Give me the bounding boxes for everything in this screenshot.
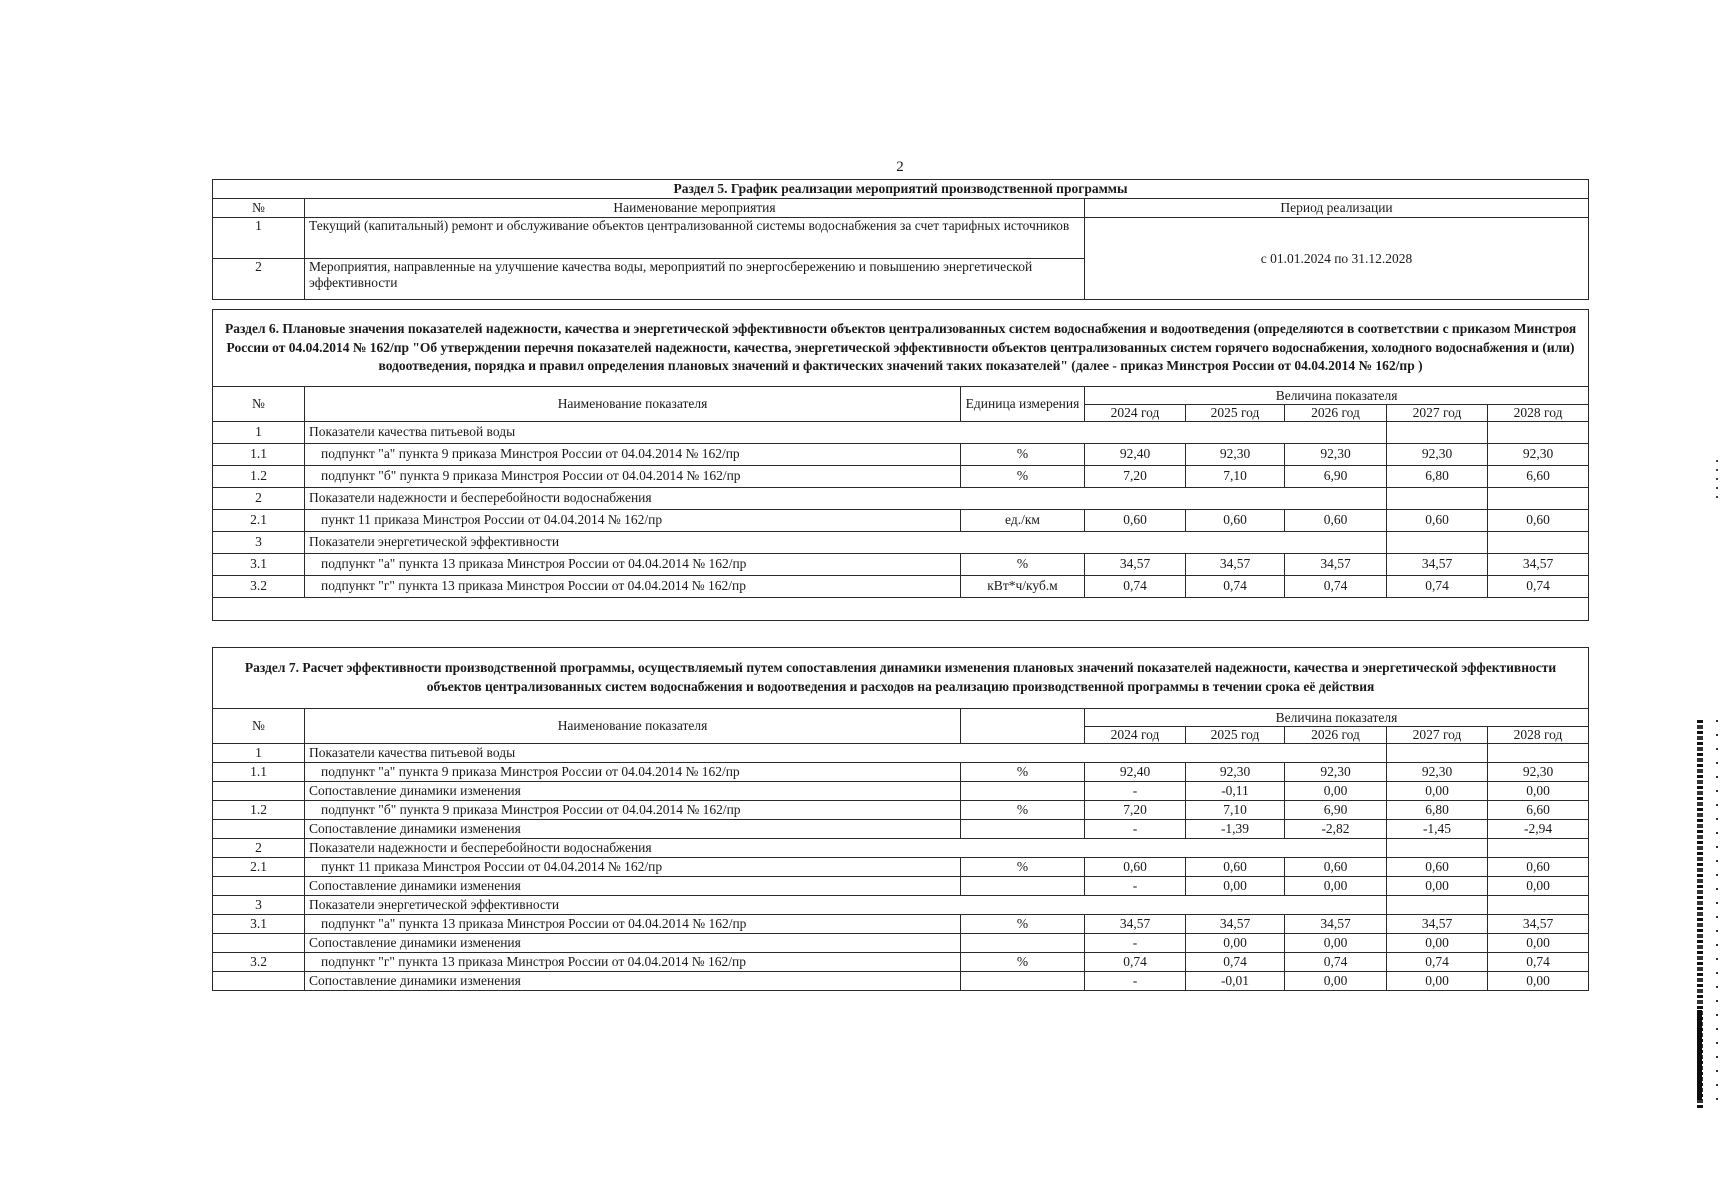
section7-table-row [213,971,1589,990]
section7-unit: % [961,952,1085,971]
section5-row-name: Мероприятия, направленные на улучшение качества воды, мероприятий по энергосбережению и повышению энергетической эффективности [305,259,1085,300]
section6-empty-cell [1387,421,1488,443]
section6-unit: % [961,443,1085,465]
section6-table [212,309,1589,621]
section7-value-cell: 6,80 [1387,800,1488,819]
section7-value-cell: 7,20 [1085,800,1186,819]
section6-value-cell: 6,90 [1285,465,1387,487]
section7-value-cell: 0,00 [1488,933,1589,952]
section7-value-cell: 92,30 [1285,762,1387,781]
scan-artifact [1716,720,1718,1100]
section7-table-row [213,800,1589,819]
section5-row-num: 1 [213,218,305,259]
section7-unit: % [961,857,1085,876]
section7-header-name: Наименование показателя [305,709,961,744]
section7-value-cell: 0,00 [1488,781,1589,800]
section7-table-row [213,857,1589,876]
section7-header-num: № [213,709,305,744]
section7-empty-cell [1488,895,1589,914]
section7-indicator-name: подпункт "б" пункта 9 приказа Минстроя России от 04.04.2014 № 162/пр [305,800,961,819]
section6-value-cell: 34,57 [1085,553,1186,575]
section6-value-cell: 0,60 [1387,509,1488,531]
section6-header-year: 2027 год [1387,405,1488,422]
section6-value-cell: 6,80 [1387,465,1488,487]
section6-empty-cell [1488,487,1589,509]
section7-empty-cell [1488,838,1589,857]
section6-header-year: 2024 год [1085,405,1186,422]
section7-empty-cell [1387,838,1488,857]
section6-indicator-name: пункт 11 приказа Минстроя России от 04.04.2014 № 162/пр [305,509,961,531]
section7-value-cell: 0,00 [1387,781,1488,800]
section7-row-num: 2.1 [213,857,305,876]
section7-value-cell: 0,00 [1285,933,1387,952]
section6-value-cell: 0,60 [1488,509,1589,531]
section6-value-cell: 34,57 [1285,553,1387,575]
section7-row-num [213,781,305,800]
section7-table-row [213,781,1589,800]
section6-indicator-name: подпункт "а" пункта 9 приказа Минстроя России от 04.04.2014 № 162/пр [305,443,961,465]
section6-indicator-name: подпункт "б" пункта 9 приказа Минстроя России от 04.04.2014 № 162/пр [305,465,961,487]
section7-value-cell: 0,00 [1285,971,1387,990]
section7-group-name: Показатели качества питьевой воды [305,743,1387,762]
section6-header-num: № [213,387,305,422]
section5-title: Раздел 5. График реализации мероприятий производственной программы [213,180,1589,199]
section7-group-name: Показатели энергетической эффективности [305,895,1387,914]
section7-value-cell: 34,57 [1387,914,1488,933]
section5-table [212,179,1589,300]
section7-header-year: 2028 год [1488,727,1589,744]
section7-row-num [213,933,305,952]
section6-row-num: 3.1 [213,553,305,575]
section6-value-cell: 0,74 [1488,575,1589,597]
section6-header-year: 2026 год [1285,405,1387,422]
section7-unit [961,819,1085,838]
section7-value-cell: 34,57 [1085,914,1186,933]
section7-table-row [213,762,1589,781]
section7-indicator-name: пункт 11 приказа Минстроя России от 04.04.2014 № 162/пр [305,857,961,876]
section7-indicator-name: подпункт "а" пункта 9 приказа Минстроя России от 04.04.2014 № 162/пр [305,762,961,781]
section7-value-cell: 0,00 [1387,971,1488,990]
section7-value-cell: 0,00 [1488,971,1589,990]
section6-row-num: 2.1 [213,509,305,531]
section6-empty-cell [1387,487,1488,509]
section7-row-num: 1.1 [213,762,305,781]
section7-empty-cell [1387,895,1488,914]
section6-empty-cell [1488,421,1589,443]
section7-value-cell: -2,94 [1488,819,1589,838]
section5-row-num: 2 [213,259,305,300]
section6-empty-cell [1488,531,1589,553]
section6-row-num: 3 [213,531,305,553]
section7-table-row [213,914,1589,933]
section6-indicator-name: подпункт "а" пункта 13 приказа Минстроя России от 04.04.2014 № 162/пр [305,553,961,575]
section7-header-value: Величина показателя [1085,709,1589,727]
section7-header-year: 2025 год [1186,727,1285,744]
section7-value-cell: 7,10 [1186,800,1285,819]
section7-row-num [213,819,305,838]
section6-table-row [213,465,1589,487]
section6-value-cell: 0,60 [1085,509,1186,531]
section5-header-period: Период реализации [1085,199,1589,218]
section7-value-cell: 0,00 [1285,781,1387,800]
scan-artifact [1716,460,1718,500]
section7-row-num: 3.2 [213,952,305,971]
section6-table-row [213,443,1589,465]
section7-indicator-name: подпункт "а" пункта 13 приказа Минстроя России от 04.04.2014 № 162/пр [305,914,961,933]
section6-value-cell: 7,20 [1085,465,1186,487]
section6-value-cell: 0,74 [1085,575,1186,597]
section7-indicator-name: Сопоставление динамики изменения [305,876,961,895]
section6-header-year: 2028 год [1488,405,1589,422]
section7-empty-cell [1488,743,1589,762]
section7-value-cell: -0,11 [1186,781,1285,800]
section7-header-year: 2027 год [1387,727,1488,744]
section7-unit [961,971,1085,990]
section7-value-cell: 0,74 [1085,952,1186,971]
section6-spacer-row [213,597,1589,620]
section7-value-cell: 0,00 [1387,933,1488,952]
section6-value-cell: 92,40 [1085,443,1186,465]
section6-group-name: Показатели качества питьевой воды [305,421,1387,443]
section7-table-row [213,952,1589,971]
section7-value-cell: 92,40 [1085,762,1186,781]
section7-value-cell: 6,90 [1285,800,1387,819]
section6-table-row [213,487,1589,509]
section7-indicator-name: Сопоставление динамики изменения [305,971,961,990]
section6-row-num: 1.1 [213,443,305,465]
section6-value-cell: 34,57 [1186,553,1285,575]
section7-value-cell: 0,00 [1387,876,1488,895]
section7-value-cell: 0,74 [1488,952,1589,971]
section6-header-unit: Единица измерения [961,387,1085,422]
section7-table-row [213,933,1589,952]
section7-header-year: 2026 год [1285,727,1387,744]
section7-group-name: Показатели надежности и бесперебойности водоснабжения [305,838,1387,857]
section7-unit [961,876,1085,895]
section7-empty-cell [1387,743,1488,762]
section7-value-cell: 0,60 [1285,857,1387,876]
section6-value-cell: 6,60 [1488,465,1589,487]
section7-indicator-name: Сопоставление динамики изменения [305,819,961,838]
section6-value-cell: 34,57 [1488,553,1589,575]
section7-value-cell: 92,30 [1488,762,1589,781]
section6-group-name: Показатели энергетической эффективности [305,531,1387,553]
section5-header-name: Наименование мероприятия [305,199,1085,218]
scan-artifact [1697,1010,1702,1100]
section6-value-cell: 92,30 [1285,443,1387,465]
section7-unit [961,933,1085,952]
section6-value-cell: 92,30 [1387,443,1488,465]
section7-indicator-name: Сопоставление динамики изменения [305,781,961,800]
section7-value-cell: 0,00 [1285,876,1387,895]
section7-header-unit [961,709,1085,744]
section7-value-cell: - [1085,971,1186,990]
section7-indicator-name: Сопоставление динамики изменения [305,933,961,952]
section7-value-cell: - [1085,781,1186,800]
section6-row-num: 1 [213,421,305,443]
section7-row-num: 3.1 [213,914,305,933]
section6-value-cell: 0,60 [1285,509,1387,531]
section7-row-num: 3 [213,895,305,914]
section5-period: с 01.01.2024 по 31.12.2028 [1085,218,1589,300]
section7-value-cell: -1,45 [1387,819,1488,838]
section6-header-value: Величина показателя [1085,387,1589,405]
section7-table-row [213,838,1589,857]
section7-value-cell: 0,60 [1387,857,1488,876]
section7-table-row [213,743,1589,762]
section6-table-row [213,531,1589,553]
page-number: 2 [896,159,904,175]
section7-value-cell: 0,00 [1186,876,1285,895]
section5-row-name: Текущий (капитальный) ремонт и обслуживание объектов централизованной системы водоснабжения за счет тарифных источников [305,218,1085,259]
section7-indicator-name: подпункт "г" пункта 13 приказа Минстроя России от 04.04.2014 № 162/пр [305,952,961,971]
section7-value-cell: 92,30 [1387,762,1488,781]
section7-value-cell: 34,57 [1488,914,1589,933]
section6-value-cell: 34,57 [1387,553,1488,575]
section7-header-year: 2024 год [1085,727,1186,744]
section6-empty-cell [1387,531,1488,553]
section7-value-cell: - [1085,876,1186,895]
section7-value-cell: 34,57 [1186,914,1285,933]
section7-table-row [213,895,1589,914]
section6-row-num: 2 [213,487,305,509]
section7-value-cell: - [1085,819,1186,838]
section7-row-num: 1.2 [213,800,305,819]
section6-header-year: 2025 год [1186,405,1285,422]
section7-table-row [213,819,1589,838]
section7-value-cell: 0,00 [1488,876,1589,895]
section6-group-name: Показатели надежности и бесперебойности водоснабжения [305,487,1387,509]
section7-value-cell: 0,00 [1186,933,1285,952]
section5-header-num: № [213,199,305,218]
section7-unit [961,781,1085,800]
section6-value-cell: 0,74 [1186,575,1285,597]
section6-table-row [213,509,1589,531]
section6-value-cell: 92,30 [1488,443,1589,465]
section6-value-cell: 0,60 [1186,509,1285,531]
section7-row-num: 2 [213,838,305,857]
section7-unit: % [961,914,1085,933]
section6-header-name: Наименование показателя [305,387,961,422]
section7-value-cell: 0,60 [1488,857,1589,876]
section7-title: Раздел 7. Расчет эффективности производственной программы, осуществляемый путем сопоставления динамики изменения плановых значений показателей надежности, качества и энергетической эффективности объектов централизованных систем водоснабжения и водоотведения и расходов на реализацию производственной программы в течении срока её действия [213,648,1589,709]
section7-value-cell: -0,01 [1186,971,1285,990]
section6-unit: ед./км [961,509,1085,531]
section6-unit: кВт*ч/куб.м [961,575,1085,597]
section6-unit: % [961,553,1085,575]
section7-row-num: 1 [213,743,305,762]
section7-unit: % [961,800,1085,819]
section7-table [212,647,1589,991]
section7-value-cell: 0,60 [1186,857,1285,876]
section7-value-cell: -1,39 [1186,819,1285,838]
section6-table-row [213,553,1589,575]
section6-unit: % [961,465,1085,487]
section7-value-cell: 92,30 [1186,762,1285,781]
section6-title: Раздел 6. Плановые значения показателей надежности, качества и энергетической эффективности объектов централизованных систем водоснабжения и водоотведения (определяются в соответствии с приказом Минстроя России от 04.04.2014 № 162/пр "Об утверждении перечня показателей надежности, качества, энергетической эффективности объектов централизованных систем горячего водоснабжения, холодного водоснабжения и (или) водоотведения, порядка и правил определения плановых значений и фактических значений таких показателей" (далее - приказ Минстроя России от 04.04.2014 № 162/пр ) [213,310,1589,387]
section6-table-row [213,575,1589,597]
section6-row-num: 1.2 [213,465,305,487]
section7-value-cell: 34,57 [1285,914,1387,933]
section7-value-cell: 6,60 [1488,800,1589,819]
section7-value-cell: 0,74 [1387,952,1488,971]
section7-value-cell: 0,74 [1285,952,1387,971]
section7-row-num [213,876,305,895]
section6-row-num: 3.2 [213,575,305,597]
section6-table-row [213,421,1589,443]
section7-unit: % [961,762,1085,781]
section6-value-cell: 0,74 [1387,575,1488,597]
section7-table-row [213,876,1589,895]
section7-value-cell: 0,60 [1085,857,1186,876]
section7-row-num [213,971,305,990]
section7-value-cell: - [1085,933,1186,952]
section6-indicator-name: подпункт "г" пункта 13 приказа Минстроя России от 04.04.2014 № 162/пр [305,575,961,597]
section7-value-cell: 0,74 [1186,952,1285,971]
section6-value-cell: 7,10 [1186,465,1285,487]
section6-value-cell: 92,30 [1186,443,1285,465]
section6-value-cell: 0,74 [1285,575,1387,597]
section7-value-cell: -2,82 [1285,819,1387,838]
